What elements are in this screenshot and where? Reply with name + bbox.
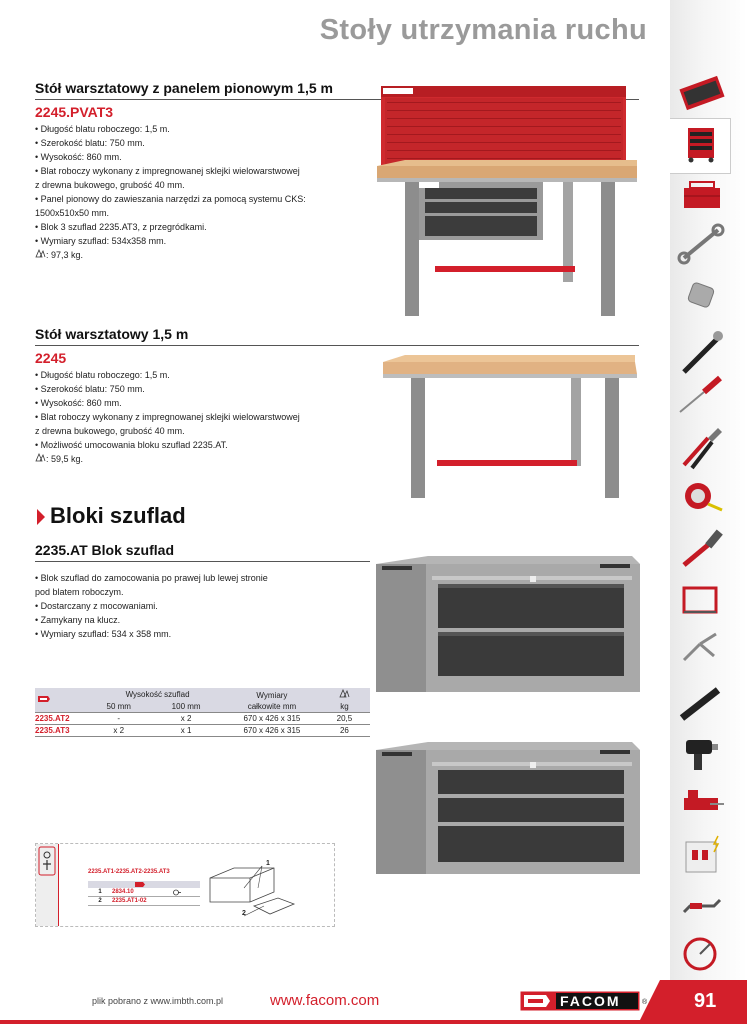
workbench-image [375,352,645,502]
section-heading: Stół warsztatowy z panelem pionowym 1,5 m [35,80,333,96]
key-icon [172,889,182,896]
spec-line: • Szerokość blatu: 750 mm. [35,384,145,394]
weight-icon [339,689,350,698]
sidebar-category-icons[interactable] [670,60,747,980]
cell-50mm: x 2 [113,726,125,735]
kg-header: kg [340,702,349,711]
section-divider [35,561,370,562]
screwdriver-icon[interactable] [680,378,720,412]
accessory-title: 2235.AT1-2235.AT2-2235.AT3 [88,869,170,875]
spec-line: • Dostarczany z mocowaniami. [35,601,158,611]
accessory-box [35,843,335,927]
chapter-heading: Bloki szuflad [50,503,186,528]
wrench-icon[interactable] [679,225,723,263]
spec-line: • Możliwość umocowania bloku szuflad 2235.AT. [35,440,228,450]
reference-code: 2235.AT2 [35,714,70,723]
section-divider [35,345,639,346]
vise-icon[interactable] [684,790,724,810]
cell-dimensions: 670 x 426 x 315 [243,726,301,735]
table-row [35,713,370,725]
spec-line: • Długość blatu roboczego: 1,5 m. [35,370,170,380]
col-100mm: 100 mm [171,702,201,711]
facom-ref-icon [134,881,146,888]
weight-line [35,452,300,466]
cell-100mm: x 1 [180,726,192,735]
cell-50mm: - [117,714,121,723]
footer-source: plik pobrano z www.imbth.com.pl [92,996,224,1006]
page-title: Stoły utrzymania ruchu [319,14,647,46]
weight-icon [35,249,46,258]
electrical-icon[interactable] [686,836,718,872]
brand-registered: ® [642,999,648,1006]
spec-line: • Wysokość: 860 mm. [35,398,122,408]
footer-url-link[interactable]: www.facom.com [270,992,380,1009]
spec-line: z drewna bukowego, grubość 40 mm. [35,426,185,436]
spec-list [35,368,300,466]
drawer-block-at2-image [372,552,644,694]
cell-kg: 20,5 [336,714,353,723]
reference-header [35,688,90,713]
tape-measure-icon[interactable] [685,483,722,510]
page-number: 91 [694,990,717,1012]
tool-case-icon[interactable] [679,76,724,110]
section-marker-icon [37,509,45,525]
accessory-sidebar [36,844,59,926]
socket-icon[interactable] [687,282,715,308]
table-row [35,725,370,737]
impact-wrench-icon[interactable] [686,740,718,770]
hammer-icon[interactable] [684,530,723,565]
dimensions-subheader: całkowite mm [247,702,297,711]
drawer-block-at3-image [372,738,644,876]
spec-line: • Wymiary szuflad: 534 x 358 mm. [35,629,172,639]
spare-parts-icon [36,844,58,880]
spec-line: • Zamykany na klucz. [35,615,121,625]
hacksaw-icon[interactable] [684,588,716,612]
puller-icon[interactable] [684,634,716,660]
weight-icon [35,453,46,462]
ratchet-icon[interactable] [684,331,723,372]
section-heading: Stół warsztatowy 1,5 m [35,326,189,342]
spec-line: 1500x510x50 mm. [35,208,110,218]
toolbox-icon[interactable] [684,182,720,208]
spec-line: • Długość blatu roboczego: 1,5 m. [35,124,170,134]
section-heading: 2235.AT Blok szuflad [35,542,175,558]
accessory-ref: 2834.10 [112,889,134,895]
steering-wheel-icon[interactable] [685,939,715,969]
accessory-ref: 2235.AT1-02 [112,898,147,904]
drawer-height-header: Wysokość szuflad [125,690,190,699]
brand-name: FACOM [560,993,621,1009]
accessory-table-header [88,881,200,888]
weight-header-icon-cell [319,688,370,701]
callout-number: 1 [98,889,102,895]
spec-line: • Blok 3 szuflad 2235.AT3, z przegródkami. [35,222,207,232]
spec-line: • Wymiary szuflad: 534x358 mm. [35,236,167,246]
callout-1: 1 [266,860,270,867]
roller-cabinet-icon[interactable] [688,128,714,163]
mounting-diagram [204,858,300,922]
facom-ref-icon [37,695,51,703]
spec-list [35,122,306,262]
cell-kg: 26 [339,726,349,735]
spec-line: pod blatem roboczym. [35,587,124,597]
spec-line: • Szerokość blatu: 750 mm. [35,138,145,148]
spec-list [35,571,268,641]
product-code: 2245.PVAT3 [35,104,114,120]
weight-value: : 59,5 kg. [46,454,84,464]
list-item [88,888,200,897]
dimensions-header: Wymiary [256,691,288,700]
cell-100mm: x 2 [180,714,192,723]
spec-line: • Wysokość: 860 mm. [35,152,122,162]
chisel-icon[interactable] [682,690,718,718]
drawer-spec-table [35,688,370,737]
col-50mm: 50 mm [106,702,131,711]
weight-line [35,248,306,262]
spec-line: • Blat roboczy wykonany z impregnowanej sklejki wielowarstwowej [35,166,300,176]
workbench-panel-image [375,84,645,320]
cell-dimensions: 670 x 426 x 315 [243,714,301,723]
spec-line: • Blok szuflad do zamocowania po prawej lub lewej stronie [35,573,268,583]
pliers-icon[interactable] [684,428,722,468]
list-item [88,897,200,906]
accessory-table [88,881,200,906]
weight-value: : 97,3 kg. [46,250,84,260]
product-code: 2245 [35,350,67,366]
callout-2: 2 [242,910,246,917]
spec-line: z drewna bukowego, grubość 40 mm. [35,180,185,190]
pry-bar-icon[interactable] [684,900,720,912]
spec-line: • Blat roboczy wykonany z impregnowanej sklejki wielowarstwowej [35,412,300,422]
facom-logo [520,989,650,1013]
spec-line: • Panel pionowy do zawieszania narzędzi za pomocą systemu CKS: [35,194,306,204]
callout-number: 2 [98,898,102,904]
reference-code: 2235.AT3 [35,726,70,735]
